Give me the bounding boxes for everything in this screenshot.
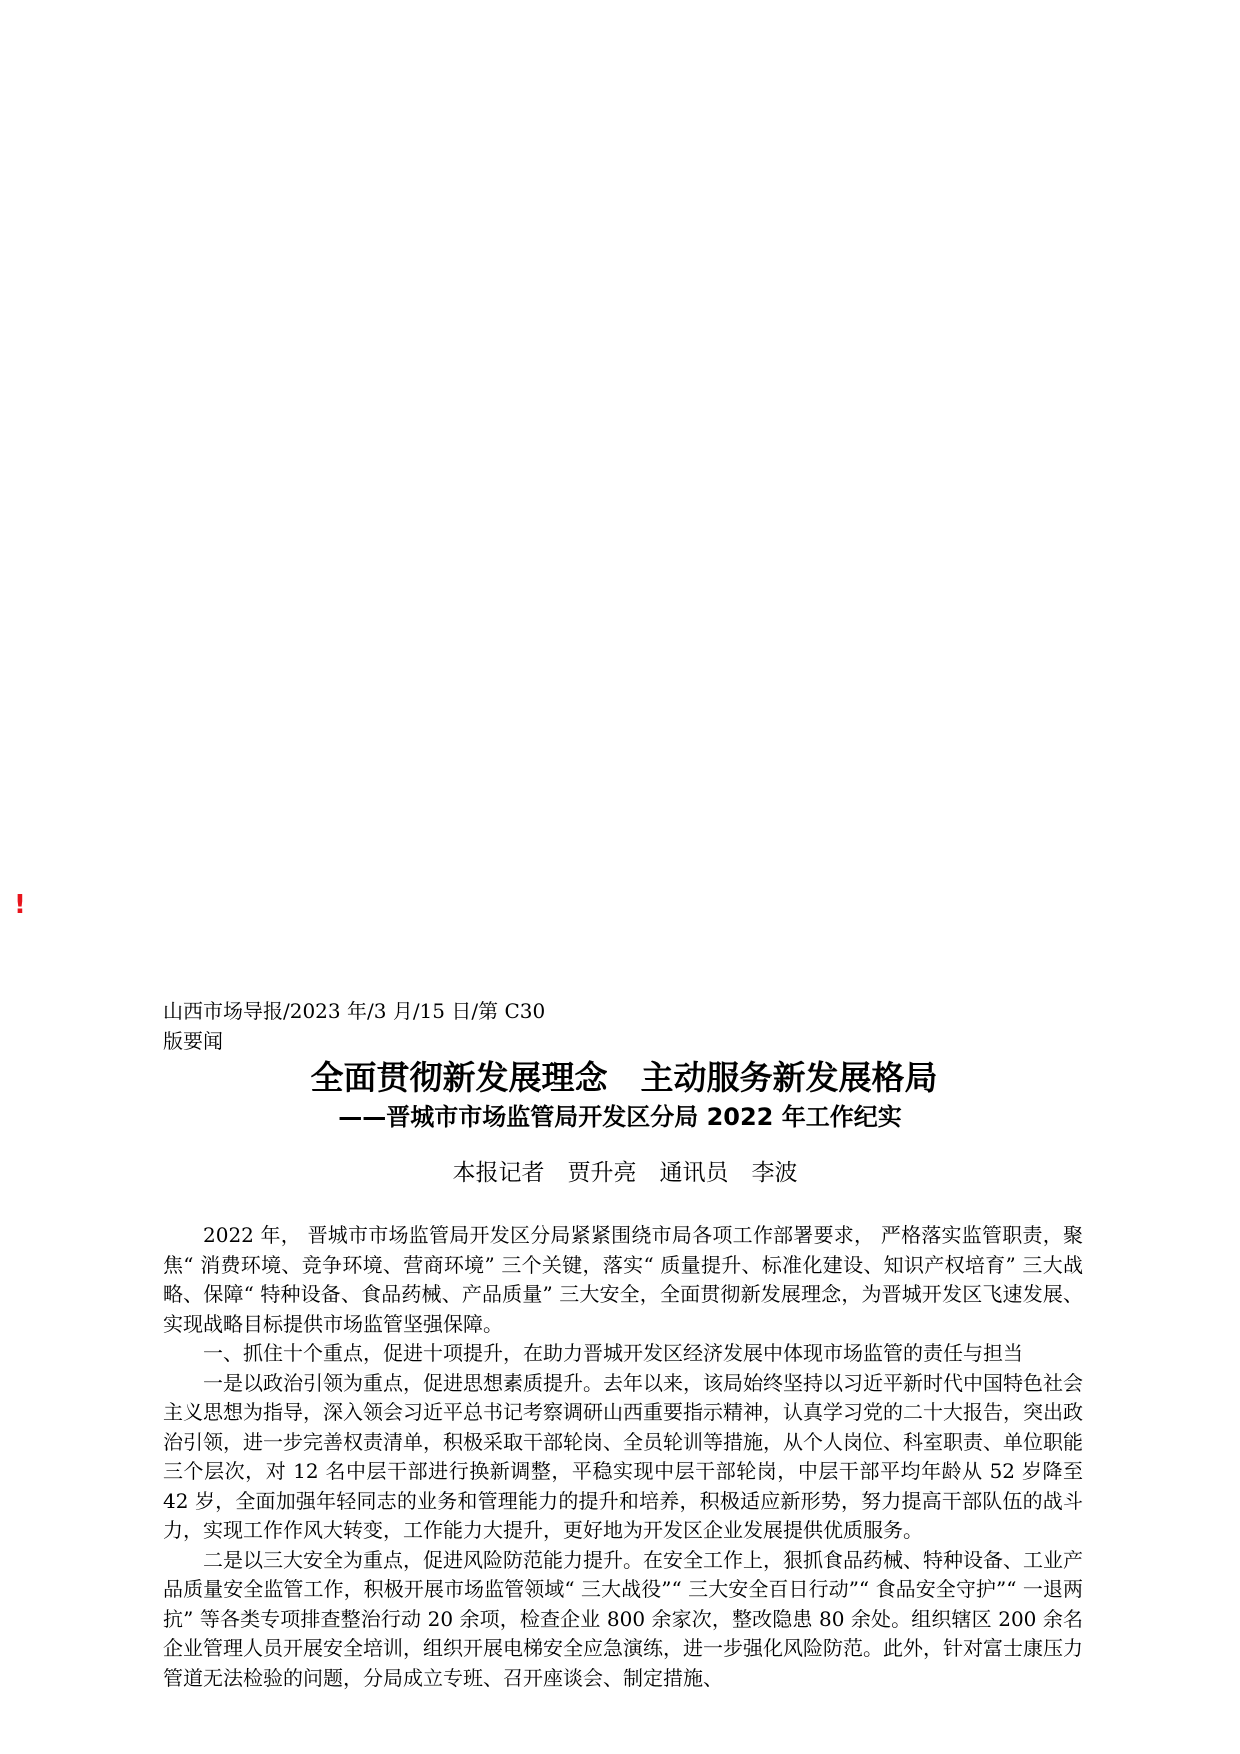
source-line-1: 山西市场导报/2023 年/3 月/15 日/第 C30: [163, 999, 546, 1023]
byline: 本报记者 贾升亮 通讯员 李波: [452, 1160, 798, 1186]
source-line-2: 版要闻: [163, 1029, 223, 1053]
article-paragraph: 一是以政治引领为重点，促进思想素质提升。去年以来，该局始终坚持以习近平新时代中国特色社会主义思想为指导，深入领会习近平总书记考察调研山西重要指示精神，认真学习党的二十大报告，突出政治引领，进一步完善权责清单，积极采取干部轮岗、全员轮训等措施，从个人岗位、科室职责、单位职能三个层次，对 12 名中层干部进行换新调整，平稳实现中层干部轮岗，中层干部平均年龄从 52 岁降至 42 岁，全面加强年轻同志的业务和管理能力的提升和培养，积极适应新形势，努力提高干部队伍的战斗力，实现工作作风大转变，工作能力大提升，更好地为开发区企业发展提供优质服务。: [163, 1370, 1083, 1542]
source-citation: [163, 996, 563, 1056]
article-paragraph: 2022 年， 晋城市市场监管局开发区分局紧紧围绕市局各项工作部署要求， 严格落实监管职责，聚焦“ 消费环境、竞争环境、营商环境” 三个关键，落实“ 质量提升、标准化建设、知识产权培育” 三大战略、保障“ 特种设备、食品药械、产品质量” 三大安全，全面贯彻新发展理念，为晋城开发区飞速发展、实现战略目标提供市场监管坚强保障。: [163, 1223, 1083, 1336]
article-paragraph: 二是以三大安全为重点，促进风险防范能力提升。在安全工作上，狠抓食品药械、特种设备、工业产品质量安全监管工作，积极开展市场监管领域“ 三大战役”“ 三大安全百日行动”“ 食品安全守护”“ 一退两抗” 等各类专项排查整治行动 20 余项，检查企业 800 余家次，整改隐患 80 余处。组织辖区 200 余名企业管理人员开展安全培训，组织开展电梯安全应急演练，进一步强化风险防范。此外，针对富士康压力管道无法检验的问题，分局成立专班、召开座谈会、制定措施、: [163, 1547, 1083, 1690]
article-subtitle: ——晋城市市场监管局开发区分局 2022 年工作纪实: [338, 1103, 902, 1131]
article-body: [163, 1221, 1083, 1693]
article-title: 全面贯彻新发展理念 主动服务新发展格局: [310, 1058, 938, 1097]
section-heading: 一、抓住十个重点，促进十项提升，在助力晋城开发区经济发展中体现市场监管的责任与担当: [203, 1341, 1023, 1365]
red-exclamation-mark: !: [14, 890, 26, 920]
